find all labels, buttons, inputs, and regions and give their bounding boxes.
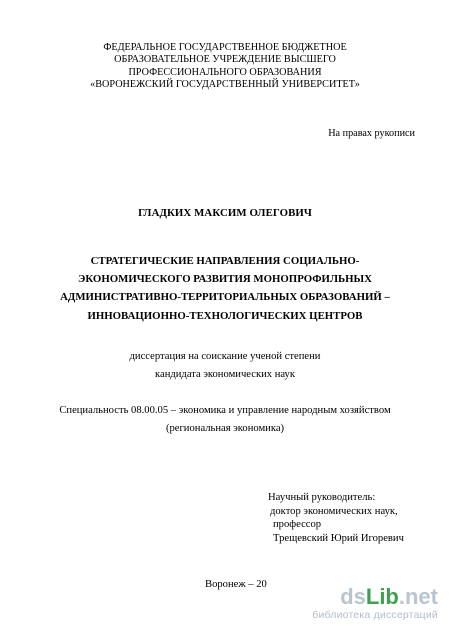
city-year: Воронеж – 20 bbox=[205, 579, 267, 590]
organization-line: ПРОФЕССИОНАЛЬНОГО ОБРАЗОВАНИЯ bbox=[128, 66, 322, 78]
advisor-block bbox=[268, 491, 404, 545]
title-line: СТРАТЕГИЧЕСКИЕ НАПРАВЛЕНИЯ СОЦИАЛЬНО- bbox=[90, 255, 360, 267]
title-line: АДМИНИСТРАТИВНО-ТЕРРИТОРИАЛЬНЫХ ОБРАЗОВАНИЙ – bbox=[60, 291, 390, 304]
title-line: ИННОВАЦИОННО-ТЕХНОЛОГИЧЕСКИХ ЦЕНТРОВ bbox=[87, 309, 363, 322]
dissertation-title bbox=[0, 252, 450, 325]
advisor-degree: доктор экономических наук, bbox=[270, 505, 398, 517]
dslib-logo bbox=[312, 585, 438, 609]
organization-line: «ВОРОНЕЖСКИЙ ГОСУДАРСТВЕННЫЙ УНИВЕРСИТЕТ» bbox=[90, 79, 360, 91]
advisor-name: Трещевский Юрий Игоревич bbox=[273, 532, 404, 544]
logo-net: .net bbox=[398, 584, 438, 609]
degree-line: диссертация на соискание ученой степени bbox=[129, 351, 321, 362]
organization-line: ФЕДЕРАЛЬНОЕ ГОСУДАРСТВЕННОЕ БЮДЖЕТНОЕ bbox=[103, 42, 347, 53]
organization-line: ОБРАЗОВАТЕЛЬНОЕ УЧРЕЖДЕНИЕ ВЫСШЕГО bbox=[114, 54, 336, 66]
degree-line: кандидата экономических наук bbox=[155, 369, 295, 381]
advisor-label: Научный руководитель: bbox=[268, 492, 376, 503]
organization-header bbox=[0, 42, 450, 92]
watermark-subtitle: библиотека диссертаций bbox=[312, 609, 438, 621]
author-name: ГЛАДКИХ МАКСИМ ОЛЕГОВИЧ bbox=[138, 207, 312, 219]
specialty-line: (региональная экономика) bbox=[165, 423, 285, 435]
advisor-rank: профессор bbox=[273, 519, 322, 531]
manuscript-note: На правах рукописи bbox=[328, 128, 415, 139]
logo-lib: Lib bbox=[365, 584, 399, 609]
specialty-line: Специальность 08.00.05 – экономика и управление народным хозяйством bbox=[59, 405, 391, 416]
degree-statement bbox=[0, 348, 450, 385]
specialty-statement bbox=[0, 402, 450, 439]
dslib-watermark bbox=[312, 585, 438, 621]
title-line: ЭКОНОМИЧЕСКОГО РАЗВИТИЯ МОНОПРОФИЛЬНЫХ bbox=[78, 273, 372, 286]
logo-ds: ds bbox=[340, 584, 366, 609]
